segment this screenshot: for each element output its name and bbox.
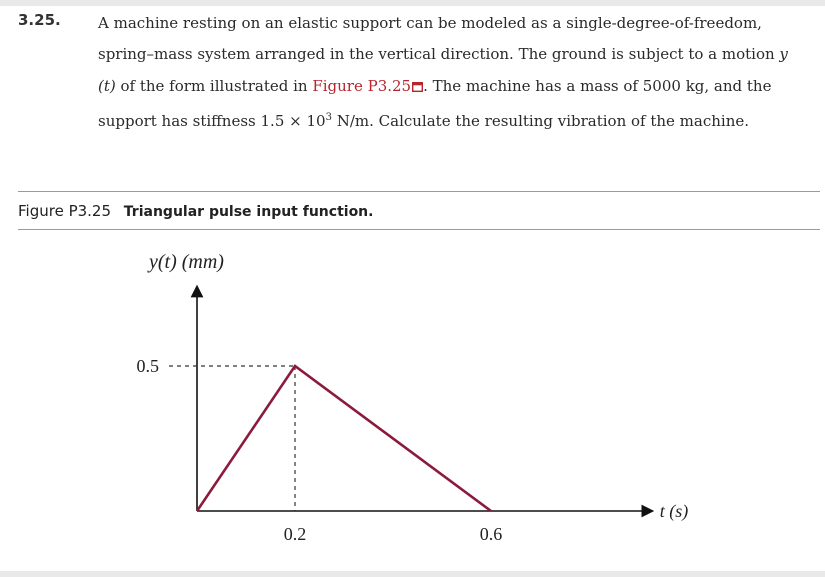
- x-tick-label: 0.2: [283, 524, 307, 544]
- problem-text-4: . Calculate the resulting vibration of the machine.: [369, 111, 750, 130]
- problem-text-1: A machine resting on an elastic support can be modeled as a single-degree-of-freedom, spring–mass system arranged in the vertical direction. The ground is subject to a motion: [98, 14, 780, 64]
- problem-variable: y (t): [98, 45, 788, 95]
- pulse-series-line: [197, 366, 491, 511]
- figure-title: Triangular pulse input function.: [123, 204, 374, 220]
- figure-link[interactable]: Figure P3.25: [312, 76, 412, 95]
- y-tick-label: 0.5: [136, 356, 159, 376]
- x-tick-label: 0.6: [479, 524, 503, 544]
- figure-label: Figure P3.25: [18, 202, 112, 220]
- bottom-bar: [0, 571, 825, 577]
- problem-text-3: . The machine has a mass of 5000 kg, and the support has stiffness: [98, 76, 772, 130]
- stiffness-exponent: 3: [325, 111, 332, 123]
- stiffness-mantissa: 1.5 × 10: [260, 111, 326, 130]
- x-axis-label: t (s): [659, 501, 689, 521]
- stiffness-unit: N/m: [331, 111, 370, 130]
- y-axis-label: y(t) (mm): [149, 251, 224, 273]
- problem-text-2: of the form illustrated in: [115, 76, 313, 95]
- problem-number: 3.25.: [18, 11, 61, 29]
